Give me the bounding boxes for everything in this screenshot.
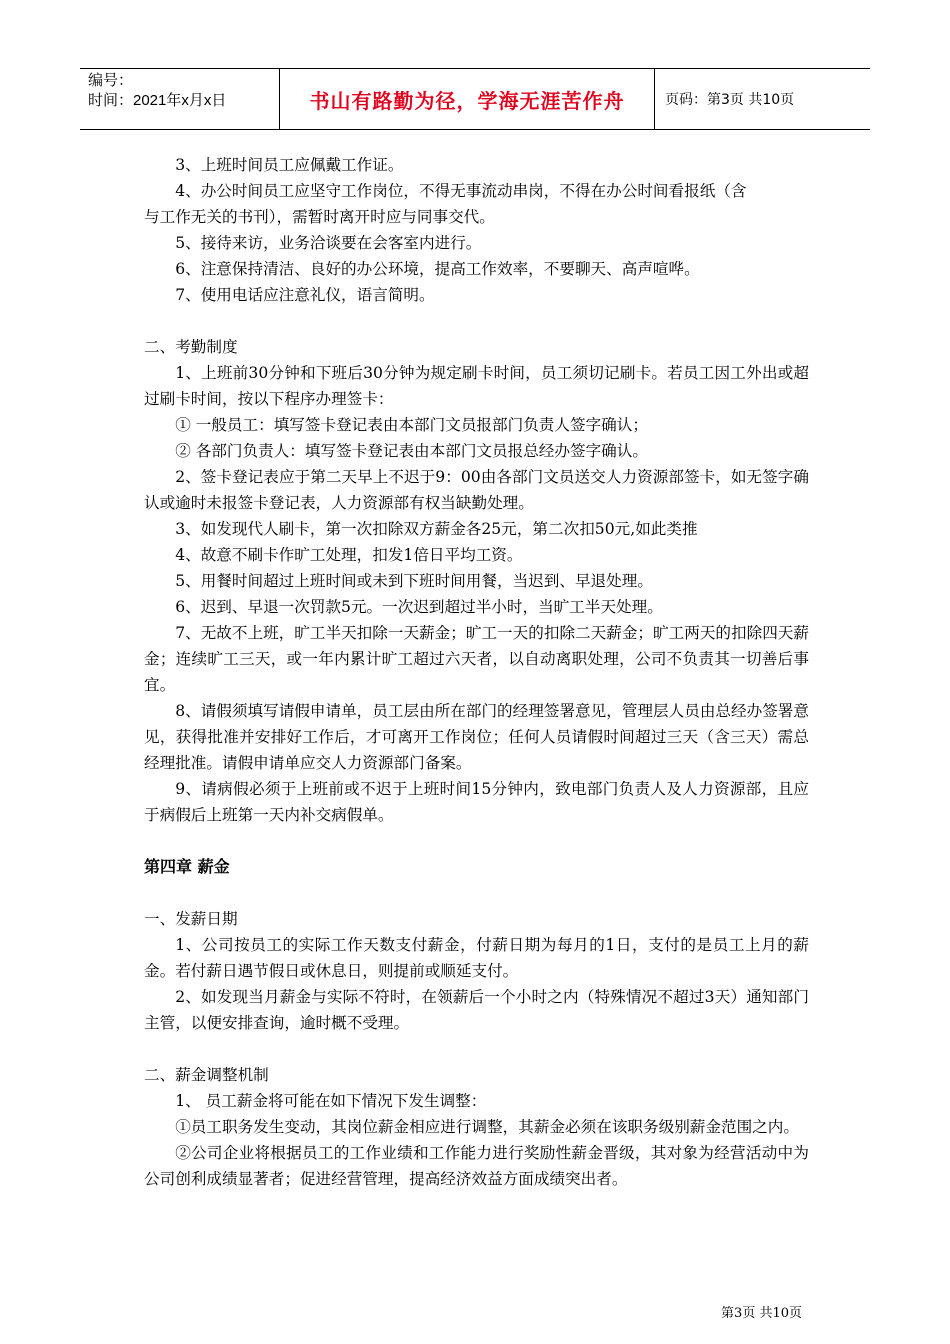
paragraph: 二、考勤制度 [144, 338, 238, 356]
paragraph: 与工作无关的书刊），需暂时离开时应与同事交代。 [144, 208, 495, 226]
paragraph: 8、请假须填写请假申请单，员工层由所在部门的经理签署意见，管理层人员由总经办签署意见，获得批准并安排好工作后，才可离开工作岗位；任何人员请假时间超过三天（含三天）需总经理批准。请假申请单应交人力资源部门备案。 [144, 702, 809, 772]
paragraph: 2、如发现当月薪金与实际不符时，在领薪后一个小时之内（特殊情况不超过3天）通知部门主管，以便安排查询，逾时概不受理。 [144, 988, 809, 1032]
page-header [80, 68, 870, 130]
paragraph: 6、迟到、早退一次罚款5元。一次迟到超过半小时，当旷工半天处理。 [175, 598, 663, 616]
paragraph: 二、薪金调整机制 [144, 1066, 269, 1084]
paragraph: 7、使用电话应注意礼仪，语言简明。 [175, 286, 435, 304]
paragraph-spacer [144, 1036, 809, 1062]
paragraph: 7、无故不上班，旷工半天扣除一天薪金；旷工一天的扣除二天薪金；旷工两天的扣除四天薪金；连续旷工三天，或一年内累计旷工超过六天者，以自动离职处理，公司不负责其一切善后事宜。 [144, 624, 809, 694]
paragraph: 5、接待来访，业务洽谈要在会客室内进行。 [175, 234, 482, 252]
paragraph-spacer [144, 308, 809, 334]
time-label: 时间：2021年x月x日 [88, 92, 227, 109]
paragraph: 9、请病假必须于上班前或不迟于上班时间15分钟内，致电部门负责人及人力资源部，且应于病假后上班第一天内补交病假单。 [144, 780, 809, 824]
header-motto: 书山有路勤为径，学海无涯苦作舟 [280, 69, 655, 129]
paragraph: ②公司企业将根据员工的工作业绩和工作能力进行奖励性薪金晋级，其对象为经营活动中为公司创利成绩显著者；促进经营管理，提高经济效益方面成绩突出者。 [144, 1144, 809, 1188]
paragraph: 4、办公时间员工应坚守工作岗位，不得无事流动串岗，不得在办公时间看报纸（含 [175, 182, 747, 200]
paragraph: 1、公司按员工的实际工作天数支付薪金，付薪日期为每月的1日，支付的是员工上月的薪金。若付薪日遇节假日或休息日，则提前或顺延支付。 [144, 936, 809, 980]
paragraph: 一、发薪日期 [144, 910, 238, 928]
paragraph: 2、签卡登记表应于第二天早上不迟于9：00由各部门文员送交人力资源部签卡，如无签字确认或逾时未报签卡登记表，人力资源部有权当缺勤处理。 [144, 468, 809, 512]
paragraph: 3、上班时间员工应佩戴工作证。 [175, 156, 404, 174]
number-label: 编号： [88, 72, 134, 89]
paragraph: 1、上班前30分钟和下班后30分钟为规定刷卡时间，员工须切记刷卡。若员工因工外出或超过刷卡时间，按以下程序办理签卡： [144, 364, 809, 408]
page-footer: 第3页 共10页 [721, 1306, 802, 1321]
document-body [144, 152, 809, 1192]
paragraph-spacer [144, 880, 809, 906]
paragraph: 5、用餐时间超过上班时间或未到下班时间用餐，当迟到、早退处理。 [175, 572, 653, 590]
chapter-heading: 第四章 薪金 [144, 857, 230, 876]
paragraph: 6、注意保持清洁、良好的办公环境，提高工作效率，不要聊天、高声喧哗。 [175, 260, 700, 278]
paragraph: ② 各部门负责人：填写签卡登记表由本部门文员报总经办签字确认。 [175, 442, 648, 460]
header-meta [80, 69, 280, 129]
paragraph: ①员工职务发生变动，其岗位薪金相应进行调整，其薪金必须在该职务级别薪金范围之内。 [175, 1118, 799, 1136]
paragraph: ① 一般员工：填写签卡登记表由本部门文员报部门负责人签字确认； [175, 416, 648, 434]
header-page-number: 页码：第3页 共10页 [665, 92, 795, 108]
paragraph: 1、 员工薪金将可能在如下情况下发生调整： [175, 1092, 487, 1110]
paragraph: 4、故意不刷卡作旷工处理，扣发1倍日平均工资。 [175, 546, 523, 564]
paragraph-spacer [144, 828, 809, 854]
paragraph: 3、如发现代人刷卡，第一次扣除双方薪金各25元，第二次扣50元,如此类推 [175, 520, 698, 538]
